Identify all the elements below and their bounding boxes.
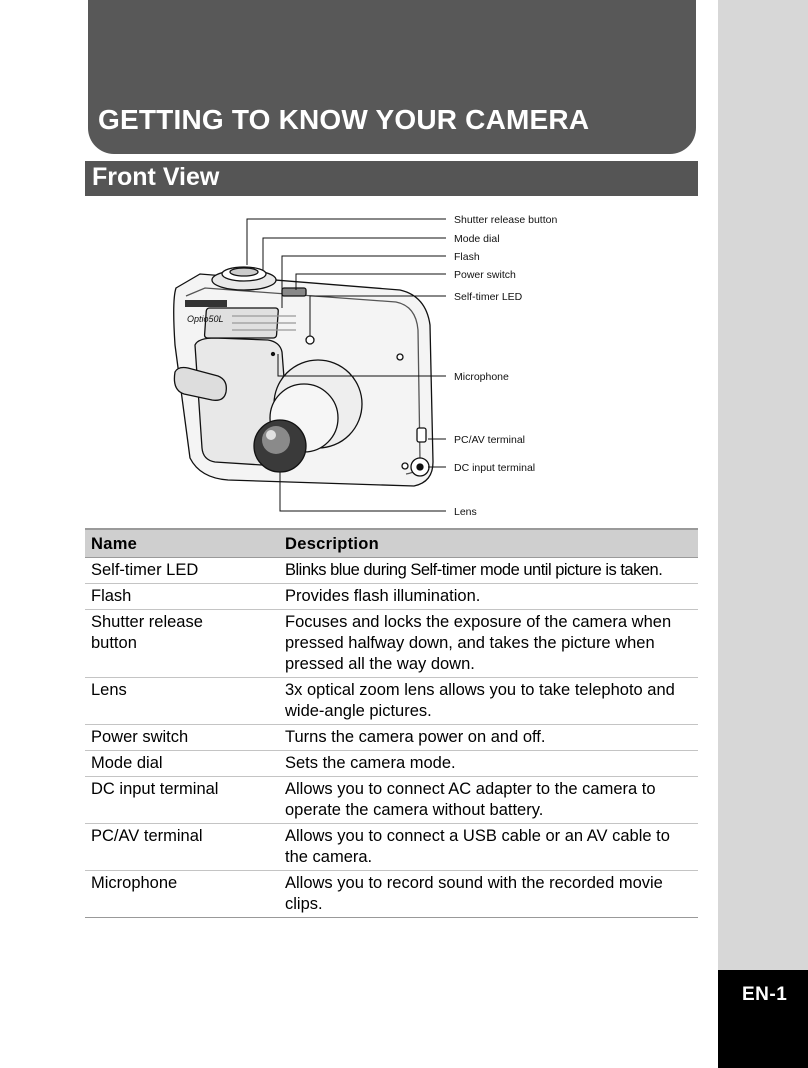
part-description: Allows you to connect a USB cable or an AV cable to the camera. [279, 824, 698, 871]
part-description: Sets the camera mode. [279, 751, 698, 777]
part-name: Mode dial [85, 751, 279, 777]
part-name: Power switch [85, 725, 279, 751]
power-switch [282, 288, 306, 296]
part-description: Blinks blue during Self-timer mode until picture is taken. [279, 558, 698, 584]
callout-lens: Lens [454, 506, 477, 518]
table-row [85, 751, 698, 777]
self-timer-led [306, 336, 314, 344]
table-row [85, 777, 698, 824]
column-header-description: Description [279, 529, 698, 558]
callout-mode-dial: Mode dial [454, 233, 500, 245]
callout-self-timer-led: Self-timer LED [454, 291, 523, 303]
callout-power-switch: Power switch [454, 269, 516, 281]
part-name: Microphone [85, 871, 279, 918]
table-row [85, 824, 698, 871]
section-title: Front View [92, 163, 220, 191]
column-header-name: Name [85, 529, 279, 558]
callout-flash: Flash [454, 251, 480, 263]
callout-labels [454, 214, 557, 518]
table-row [85, 678, 698, 725]
table-row [85, 558, 698, 584]
part-description: Provides flash illumination. [279, 584, 698, 610]
part-name: Flash [85, 584, 279, 610]
part-name: DC input terminal [85, 777, 279, 824]
callout-pcav-terminal: PC/AV terminal [454, 434, 525, 446]
part-description: Turns the camera power on and off. [279, 725, 698, 751]
parts-table [85, 528, 698, 918]
part-description: Allows you to record sound with the recorded movie clips. [279, 871, 698, 918]
brand-text: Optio50L [187, 314, 224, 324]
table-row [85, 725, 698, 751]
table-row [85, 871, 698, 918]
microphone-dot [272, 353, 275, 356]
table-row [85, 584, 698, 610]
page-number: EN-1 [742, 984, 788, 1005]
part-name: Self-timer LED [85, 558, 279, 584]
part-name: PC/AV terminal [85, 824, 279, 871]
page-number-tab [718, 970, 808, 1068]
callout-shutter-release-button: Shutter release button [454, 214, 558, 226]
part-description: Focuses and locks the exposure of the camera when pressed halfway down, and takes the picture when pressed all the way down. [279, 610, 698, 678]
callout-microphone: Microphone [454, 371, 509, 383]
part-name: Lens [85, 678, 279, 725]
chapter-title: GETTING TO KNOW YOUR CAMERA [98, 104, 590, 135]
pcav-port [417, 428, 426, 442]
part-name: Shutter release button [85, 610, 279, 678]
table-row [85, 610, 698, 678]
part-description: 3x optical zoom lens allows you to take telephoto and wide-angle pictures. [279, 678, 698, 725]
table-header-row [85, 529, 698, 558]
camera-front-diagram [0, 0, 808, 530]
part-description: Allows you to connect AC adapter to the camera to operate the camera without battery. [279, 777, 698, 824]
callout-dc-input-terminal: DC input terminal [454, 462, 536, 474]
